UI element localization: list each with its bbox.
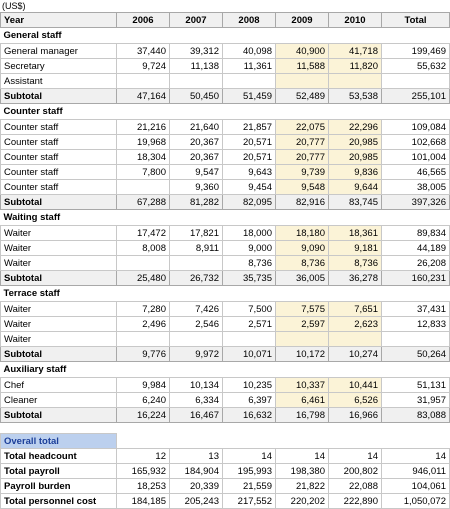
value-cell-2007[interactable]: 7,426 [170,302,223,317]
row-total-cell[interactable]: 109,084 [382,120,450,135]
spacer-cell [1,423,450,434]
section-title: Counter staff [3,106,63,117]
value-cell-2010[interactable]: 22,088 [329,479,382,494]
value-cell-2006[interactable]: 165,932 [117,464,170,479]
subtotal-row [1,271,450,286]
value-cell-2009[interactable]: 82,916 [276,195,329,210]
row-label[interactable]: Subtotal [1,347,117,362]
value-cell-2006[interactable]: 7,800 [117,165,170,180]
table-body [1,13,450,509]
value-cell-2010[interactable]: 83,745 [329,195,382,210]
table-row [1,74,450,89]
row-label[interactable]: Counter staff [1,165,117,180]
value-cell-2009[interactable]: 9,739 [276,165,329,180]
subtotal-row [1,408,450,423]
value-cell-2008[interactable]: 217,552 [223,494,276,509]
value-cell-2008[interactable]: 18,000 [223,226,276,241]
value-cell-2006[interactable]: 67,288 [117,195,170,210]
value-cell-2007[interactable]: 184,904 [170,464,223,479]
row-label[interactable]: Subtotal [1,271,117,286]
value-cell-2006[interactable]: 25,480 [117,271,170,286]
value-cell-2009[interactable] [276,332,329,347]
value-cell-2006[interactable]: 9,724 [117,59,170,74]
section-title: Terrace staff [3,288,60,299]
table-row [1,302,450,317]
value-cell-2006[interactable] [117,256,170,271]
value-cell-2009[interactable]: 220,202 [276,494,329,509]
value-cell-2007[interactable]: 205,243 [170,494,223,509]
value-cell-2006[interactable]: 8,008 [117,241,170,256]
header-cell-total[interactable]: Total [382,13,450,28]
row-total-cell[interactable]: 55,632 [382,59,450,74]
row-total-cell[interactable]: 199,469 [382,44,450,59]
value-cell-2009[interactable]: 10,337 [276,378,329,393]
value-cell-2006[interactable]: 6,240 [117,393,170,408]
value-cell-2008[interactable] [223,332,276,347]
value-cell-2009[interactable]: 40,900 [276,44,329,59]
section-heading-waiting-staff [1,210,450,226]
row-total-cell[interactable] [382,74,450,89]
section-heading-terrace-staff [1,286,450,302]
table-row [1,332,450,347]
row-total-cell[interactable]: 101,004 [382,150,450,165]
value-cell-2010[interactable]: 11,820 [329,59,382,74]
row-total-cell[interactable]: 46,565 [382,165,450,180]
personnel-cost-table [0,12,450,509]
row-label[interactable]: Assistant [1,74,117,89]
value-cell-2007[interactable] [170,332,223,347]
value-cell-2009[interactable]: 14 [276,449,329,464]
value-cell-2010[interactable]: 41,718 [329,44,382,59]
value-cell-2008[interactable]: 51,459 [223,89,276,104]
value-cell-2010[interactable]: 6,526 [329,393,382,408]
value-cell-2009[interactable] [276,74,329,89]
value-cell-2007[interactable]: 16,467 [170,408,223,423]
row-label[interactable]: Total headcount [1,449,117,464]
table-row [1,256,450,271]
value-cell-2008[interactable]: 8,736 [223,256,276,271]
value-cell-2010[interactable]: 2,623 [329,317,382,332]
row-total-cell[interactable]: 255,101 [382,89,450,104]
value-cell-2008[interactable]: 40,098 [223,44,276,59]
row-label[interactable]: Waiter [1,226,117,241]
row-total-cell[interactable]: 89,834 [382,226,450,241]
value-cell-2008[interactable]: 195,993 [223,464,276,479]
row-label[interactable]: Waiter [1,332,117,347]
table-row [1,393,450,408]
header-cell-2010[interactable]: 2010 [329,13,382,28]
section-title: Waiting staff [3,212,61,223]
value-cell-2010[interactable]: 20,985 [329,150,382,165]
table-row [1,378,450,393]
value-cell-2006[interactable] [117,180,170,195]
value-cell-2006[interactable]: 37,440 [117,44,170,59]
value-cell-2009[interactable]: 21,822 [276,479,329,494]
value-cell-2009[interactable]: 36,005 [276,271,329,286]
value-cell-2009[interactable]: 20,777 [276,150,329,165]
value-cell-2009[interactable]: 198,380 [276,464,329,479]
value-cell-2010[interactable]: 8,736 [329,256,382,271]
row-total-cell[interactable]: 397,326 [382,195,450,210]
subtotal-row [1,347,450,362]
value-cell-2008[interactable]: 10,071 [223,347,276,362]
value-cell-2009[interactable]: 16,798 [276,408,329,423]
value-cell-2009[interactable]: 7,575 [276,302,329,317]
value-cell-2010[interactable]: 9,181 [329,241,382,256]
value-cell-2006[interactable]: 18,253 [117,479,170,494]
value-cell-2007[interactable]: 10,134 [170,378,223,393]
value-cell-2006[interactable]: 2,496 [117,317,170,332]
value-cell-2010[interactable]: 22,296 [329,120,382,135]
value-cell-2007[interactable]: 8,911 [170,241,223,256]
section-heading-counter-staff [1,104,450,120]
table-row [1,59,450,74]
value-cell-2006[interactable]: 7,280 [117,302,170,317]
section-title: Auxiliary staff [3,364,67,375]
header-cell-2006[interactable]: 2006 [117,13,170,28]
subtotal-row [1,89,450,104]
currency-unit-label: (US$) [2,1,26,11]
row-label[interactable]: Counter staff [1,135,117,150]
value-cell-2010[interactable]: 10,441 [329,378,382,393]
row-total-cell[interactable] [382,332,450,347]
overall-row-total-headcount [1,449,450,464]
value-cell-2006[interactable]: 184,185 [117,494,170,509]
value-cell-2007[interactable]: 20,339 [170,479,223,494]
blank-cell [117,434,450,449]
value-cell-2006[interactable] [117,74,170,89]
value-cell-2006[interactable] [117,332,170,347]
value-cell-2007[interactable]: 11,138 [170,59,223,74]
value-cell-2007[interactable]: 20,367 [170,135,223,150]
value-cell-2007[interactable]: 13 [170,449,223,464]
table-row [1,241,450,256]
row-label[interactable]: Counter staff [1,150,117,165]
subtotal-row [1,195,450,210]
value-cell-2007[interactable]: 2,546 [170,317,223,332]
value-cell-2006[interactable]: 18,304 [117,150,170,165]
row-total-cell[interactable]: 51,131 [382,378,450,393]
row-label[interactable]: Subtotal [1,89,117,104]
value-cell-2008[interactable]: 21,559 [223,479,276,494]
value-cell-2007[interactable]: 39,312 [170,44,223,59]
value-cell-2008[interactable]: 9,643 [223,165,276,180]
value-cell-2008[interactable]: 9,000 [223,241,276,256]
value-cell-2009[interactable]: 2,597 [276,317,329,332]
value-cell-2006[interactable]: 9,776 [117,347,170,362]
value-cell-2007[interactable] [170,74,223,89]
value-cell-2006[interactable]: 16,224 [117,408,170,423]
row-label[interactable]: Subtotal [1,195,117,210]
value-cell-2008[interactable]: 35,735 [223,271,276,286]
row-label[interactable]: Waiter [1,241,117,256]
value-cell-2008[interactable]: 7,500 [223,302,276,317]
value-cell-2008[interactable]: 20,571 [223,150,276,165]
value-cell-2008[interactable]: 6,397 [223,393,276,408]
value-cell-2008[interactable]: 21,857 [223,120,276,135]
value-cell-2007[interactable]: 6,334 [170,393,223,408]
value-cell-2006[interactable]: 19,968 [117,135,170,150]
row-total-cell[interactable]: 12,833 [382,317,450,332]
table-row [1,44,450,59]
row-label[interactable]: Waiter [1,317,117,332]
value-cell-2008[interactable]: 82,095 [223,195,276,210]
value-cell-2008[interactable]: 11,361 [223,59,276,74]
value-cell-2010[interactable]: 10,274 [329,347,382,362]
table-row [1,180,450,195]
value-cell-2007[interactable] [170,256,223,271]
overall-row-total-payroll [1,464,450,479]
value-cell-2006[interactable]: 9,984 [117,378,170,393]
row-label[interactable]: Subtotal [1,408,117,423]
row-label[interactable]: Counter staff [1,180,117,195]
row-total-cell[interactable]: 104,061 [382,479,450,494]
row-total-cell[interactable]: 160,231 [382,271,450,286]
header-cell-2008[interactable]: 2008 [223,13,276,28]
value-cell-2010[interactable]: 9,644 [329,180,382,195]
value-cell-2009[interactable]: 18,180 [276,226,329,241]
row-total-cell[interactable]: 26,208 [382,256,450,271]
table-row [1,120,450,135]
spacer-row [1,423,450,434]
value-cell-2008[interactable]: 16,632 [223,408,276,423]
table-row [1,165,450,180]
table-row [1,135,450,150]
value-cell-2010[interactable]: 53,538 [329,89,382,104]
value-cell-2008[interactable]: 2,571 [223,317,276,332]
value-cell-2008[interactable]: 14 [223,449,276,464]
value-cell-2009[interactable]: 52,489 [276,89,329,104]
header-row [1,13,450,28]
header-cell-2009[interactable]: 2009 [276,13,329,28]
value-cell-2010[interactable] [329,74,382,89]
row-label[interactable]: Total personnel cost [1,494,117,509]
section-heading-auxiliary-staff [1,362,450,378]
value-cell-2010[interactable]: 222,890 [329,494,382,509]
value-cell-2010[interactable]: 14 [329,449,382,464]
value-cell-2006[interactable]: 17,472 [117,226,170,241]
value-cell-2009[interactable]: 6,461 [276,393,329,408]
value-cell-2008[interactable] [223,74,276,89]
value-cell-2009[interactable]: 11,588 [276,59,329,74]
value-cell-2009[interactable]: 9,548 [276,180,329,195]
value-cell-2010[interactable]: 7,651 [329,302,382,317]
row-total-cell[interactable]: 946,011 [382,464,450,479]
value-cell-2006[interactable]: 21,216 [117,120,170,135]
value-cell-2010[interactable]: 20,985 [329,135,382,150]
value-cell-2007[interactable]: 9,547 [170,165,223,180]
value-cell-2010[interactable]: 36,278 [329,271,382,286]
value-cell-2007[interactable]: 9,360 [170,180,223,195]
value-cell-2008[interactable]: 9,454 [223,180,276,195]
value-cell-2008[interactable]: 10,235 [223,378,276,393]
row-label[interactable]: Counter staff [1,120,117,135]
row-label[interactable]: Total payroll [1,464,117,479]
table-row [1,317,450,332]
value-cell-2009[interactable]: 10,172 [276,347,329,362]
table-row [1,150,450,165]
row-total-cell[interactable]: 102,668 [382,135,450,150]
value-cell-2007[interactable]: 20,367 [170,150,223,165]
value-cell-2009[interactable]: 9,090 [276,241,329,256]
row-total-cell[interactable]: 44,189 [382,241,450,256]
row-total-cell[interactable]: 37,431 [382,302,450,317]
value-cell-2010[interactable]: 200,802 [329,464,382,479]
row-label[interactable]: Chef [1,378,117,393]
row-total-cell[interactable]: 31,957 [382,393,450,408]
value-cell-2010[interactable]: 9,836 [329,165,382,180]
row-label[interactable]: General manager [1,44,117,59]
row-total-cell[interactable]: 1,050,072 [382,494,450,509]
value-cell-2009[interactable]: 22,075 [276,120,329,135]
overall-row-total-personnel-cost [1,494,450,509]
row-label[interactable]: Secretary [1,59,117,74]
value-cell-2008[interactable]: 20,571 [223,135,276,150]
overall-total-heading[interactable]: Overall total [1,434,117,449]
value-cell-2007[interactable]: 17,821 [170,226,223,241]
value-cell-2010[interactable] [329,332,382,347]
overall-total-heading-row [1,434,450,449]
value-cell-2007[interactable]: 50,450 [170,89,223,104]
value-cell-2007[interactable]: 21,640 [170,120,223,135]
value-cell-2006[interactable]: 12 [117,449,170,464]
section-heading-general-staff [1,28,450,44]
value-cell-2006[interactable]: 47,164 [117,89,170,104]
row-label[interactable]: Waiter [1,256,117,271]
value-cell-2009[interactable]: 8,736 [276,256,329,271]
value-cell-2009[interactable]: 20,777 [276,135,329,150]
row-label[interactable]: Payroll burden [1,479,117,494]
row-total-cell[interactable]: 38,005 [382,180,450,195]
header-cell-year[interactable]: Year [1,13,117,28]
value-cell-2007[interactable]: 9,972 [170,347,223,362]
value-cell-2007[interactable]: 81,282 [170,195,223,210]
row-label[interactable]: Waiter [1,302,117,317]
overall-row-payroll-burden [1,479,450,494]
section-title: General staff [3,30,62,41]
row-total-cell[interactable]: 50,264 [382,347,450,362]
row-total-cell[interactable]: 83,088 [382,408,450,423]
row-label[interactable]: Cleaner [1,393,117,408]
header-cell-2007[interactable]: 2007 [170,13,223,28]
table-row [1,226,450,241]
value-cell-2007[interactable]: 26,732 [170,271,223,286]
value-cell-2010[interactable]: 18,361 [329,226,382,241]
value-cell-2010[interactable]: 16,966 [329,408,382,423]
row-total-cell[interactable]: 14 [382,449,450,464]
